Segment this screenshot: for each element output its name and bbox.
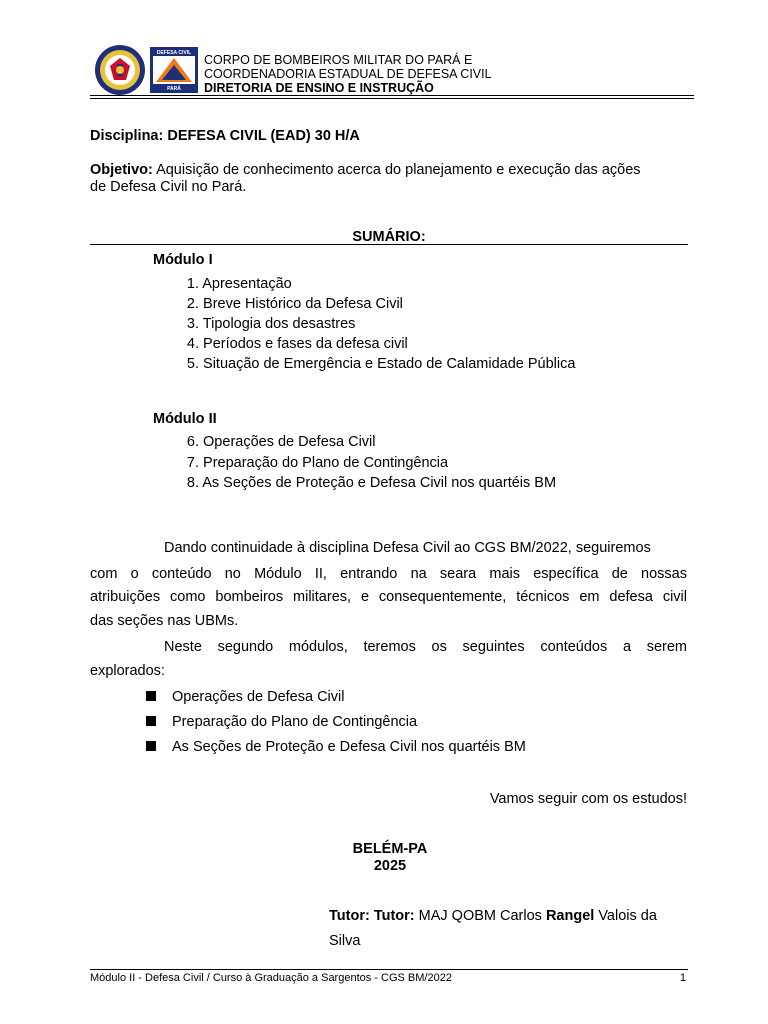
body-p1-line-4: das seções nas UBMs. [90,613,239,629]
square-bullet-icon [146,741,156,751]
list-item [183,455,448,471]
header-line-2: COORDENADORIA ESTADUAL DE DEFESA CIVIL [204,67,492,81]
logo-dc-bottom-text: PARÁ [167,86,181,92]
tutor-line-2: Silva [329,933,361,949]
footer-rule [90,969,688,970]
page-number: 1 [679,972,686,984]
tutor-label: Tutor: Tutor: [329,908,415,924]
tutor-name-a: MAJ QOBM Carlos [414,908,546,924]
bullet-item [146,712,417,732]
header-rule [90,95,694,96]
logo-dc-top-text: DEFESA CIVIL [156,50,192,56]
item-text: Preparação do Plano de Contingência [203,455,449,471]
item-number: 3. [186,316,199,332]
tutor-line-1 [329,906,657,926]
item-text: Breve Histórico da Defesa Civil [203,296,403,312]
body-p2-line-2: explorados: [90,663,165,679]
square-bullet-icon [146,691,156,701]
year-text: 2025 [373,858,407,874]
place-text: BELÉM-PA [352,841,428,857]
item-number: 7. [186,455,199,471]
list-item [183,475,556,491]
objetivo-text-1: Aquisição de conhecimento acerca do planejamento e execução das ações [152,162,641,178]
square-bullet-icon [146,716,156,726]
body-p1-line-3: atribuições como bombeiros militares, e consequentemente, técnicos em defesa civil [90,589,687,605]
bullet-text: Operações de Defesa Civil [172,689,345,705]
modulo-1-title: Módulo I [153,252,213,268]
item-number: 1. [186,276,199,292]
sumario-title: SUMÁRIO: [352,229,426,245]
item-text: As Seções de Proteção e Defesa Civil nos quartéis BM [202,475,557,491]
item-number: 5. [186,356,199,372]
item-number: 6. [186,434,199,450]
body-p2-line-1: Neste segundo módulos, teremos os seguintes conteúdos a serem [164,639,687,655]
list-item [183,276,292,292]
tutor-name-b: Rangel [545,908,595,924]
sumario-rule [90,244,688,245]
item-number: 4. [186,336,199,352]
header-line-1: CORPO DE BOMBEIROS MILITAR DO PARÁ E [204,53,473,67]
footer-text: Módulo II - Defesa Civil / Curso à Graduação a Sargentos - CGS BM/2022 [90,972,452,984]
bombeiros-logo [94,44,146,96]
closing-text: Vamos seguir com os estudos! [489,791,687,807]
item-text: Operações de Defesa Civil [203,434,376,450]
bullet-item [146,687,344,707]
list-item [183,316,355,332]
bullet-item [146,737,526,757]
list-item [183,296,403,312]
list-item [183,356,575,372]
item-text: Apresentação [202,276,292,292]
item-text: Tipologia dos desastres [202,316,356,332]
item-number: 2. [186,296,199,312]
header-line-3: DIRETORIA DE ENSINO E INSTRUÇÃO [204,81,434,95]
body-p1-line-1: Dando continuidade à disciplina Defesa Civil ao CGS BM/2022, seguiremos [164,540,651,556]
list-item [183,434,376,450]
header-rule-thin [90,98,694,99]
body-p1-line-2: com o conteúdo no Módulo II, entrando na seara mais específica de nossas [90,566,687,582]
bullet-text: As Seções de Proteção e Defesa Civil nos quartéis BM [172,739,526,755]
objetivo-line-2: de Defesa Civil no Pará. [90,179,247,195]
item-number: 8. [186,475,199,491]
objetivo-label: Objetivo: [90,162,153,178]
modulo-2-title: Módulo II [153,411,217,427]
defesa-civil-logo [150,47,198,93]
list-item [183,336,408,352]
bullet-text: Preparação do Plano de Contingência [172,714,418,730]
item-text: Situação de Emergência e Estado de Calamidade Pública [203,356,576,372]
item-text: Períodos e fases da defesa civil [203,336,408,352]
tutor-name-c: Valois da [594,908,657,924]
disciplina-title: Disciplina: DEFESA CIVIL (EAD) 30 H/A [90,128,360,144]
